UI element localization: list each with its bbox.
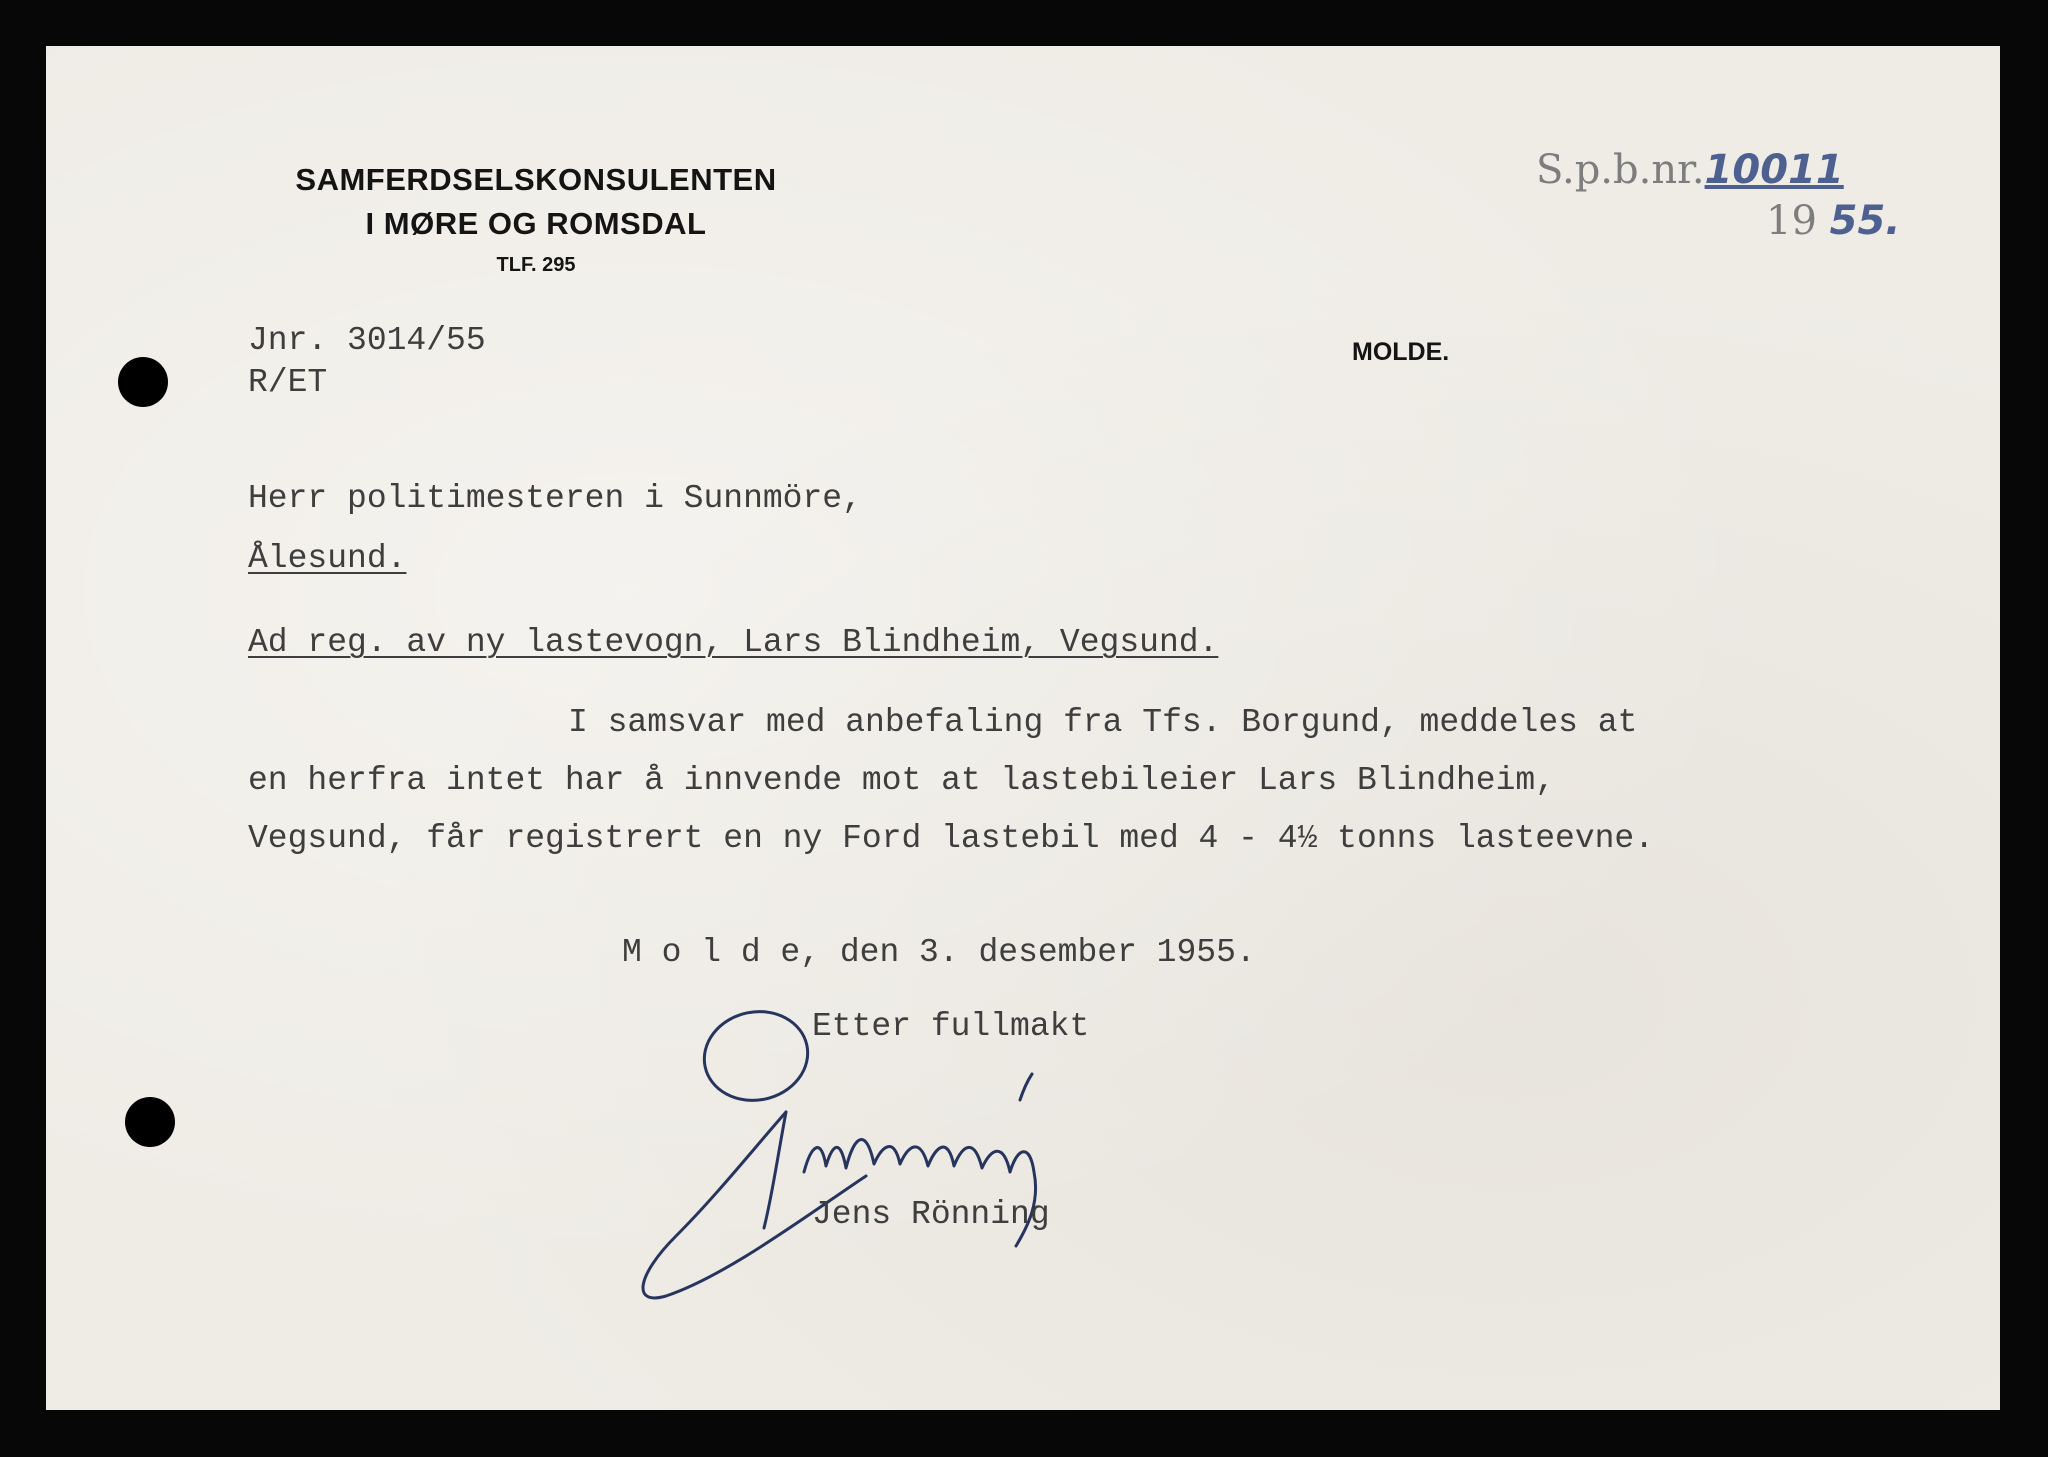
authority-line: Etter fullmakt — [812, 1008, 1090, 1045]
punch-hole-bottom — [125, 1097, 175, 1147]
printed-place: MOLDE. — [1352, 338, 1450, 366]
letterhead-office-name: SAMFERDSELSKONSULENTEN — [295, 162, 777, 197]
punch-hole-top — [118, 357, 168, 407]
reference-initials: R/ET — [248, 364, 328, 401]
body-line-2: en herfra intet har å innvende mot at lastebileier Lars Blindheim, — [248, 762, 1556, 799]
stamp-year-handwritten: 55. — [1829, 198, 1901, 244]
body-line-1: I samsvar med anbefaling fra Tfs. Borgund, meddeles at — [568, 704, 1638, 741]
handwritten-signature — [636, 996, 1276, 1336]
subject-line: Ad reg. av ny lastevogn, Lars Blindheim, Vegsund. — [248, 624, 1219, 661]
signatory-name: Jens Rönning — [812, 1196, 1050, 1233]
date-line: M o l d e, den 3. desember 1955. — [622, 934, 1256, 971]
letter-page — [46, 46, 2000, 1410]
recipient-name: Herr politimesteren i Sunnmöre, — [248, 480, 862, 517]
stamp-label: S.p.b.nr. — [1536, 147, 1705, 193]
stamp-handwritten-number: 10011 — [1704, 147, 1844, 193]
letterhead-region: I MØRE OG ROMSDAL — [365, 206, 707, 241]
recipient-city: Ålesund. — [248, 540, 407, 577]
letterhead — [216, 158, 856, 282]
stamp-year-prefix: 19 — [1766, 198, 1817, 244]
body-line-3: Vegsund, får registrert en ny Ford lastebil med 4 - 4½ tonns lasteevne. — [248, 820, 1655, 857]
journal-number: Jnr. 3014/55 — [248, 322, 486, 359]
registry-stamp — [1536, 142, 1976, 244]
letterhead-telephone: TLF. 295 — [496, 254, 576, 276]
